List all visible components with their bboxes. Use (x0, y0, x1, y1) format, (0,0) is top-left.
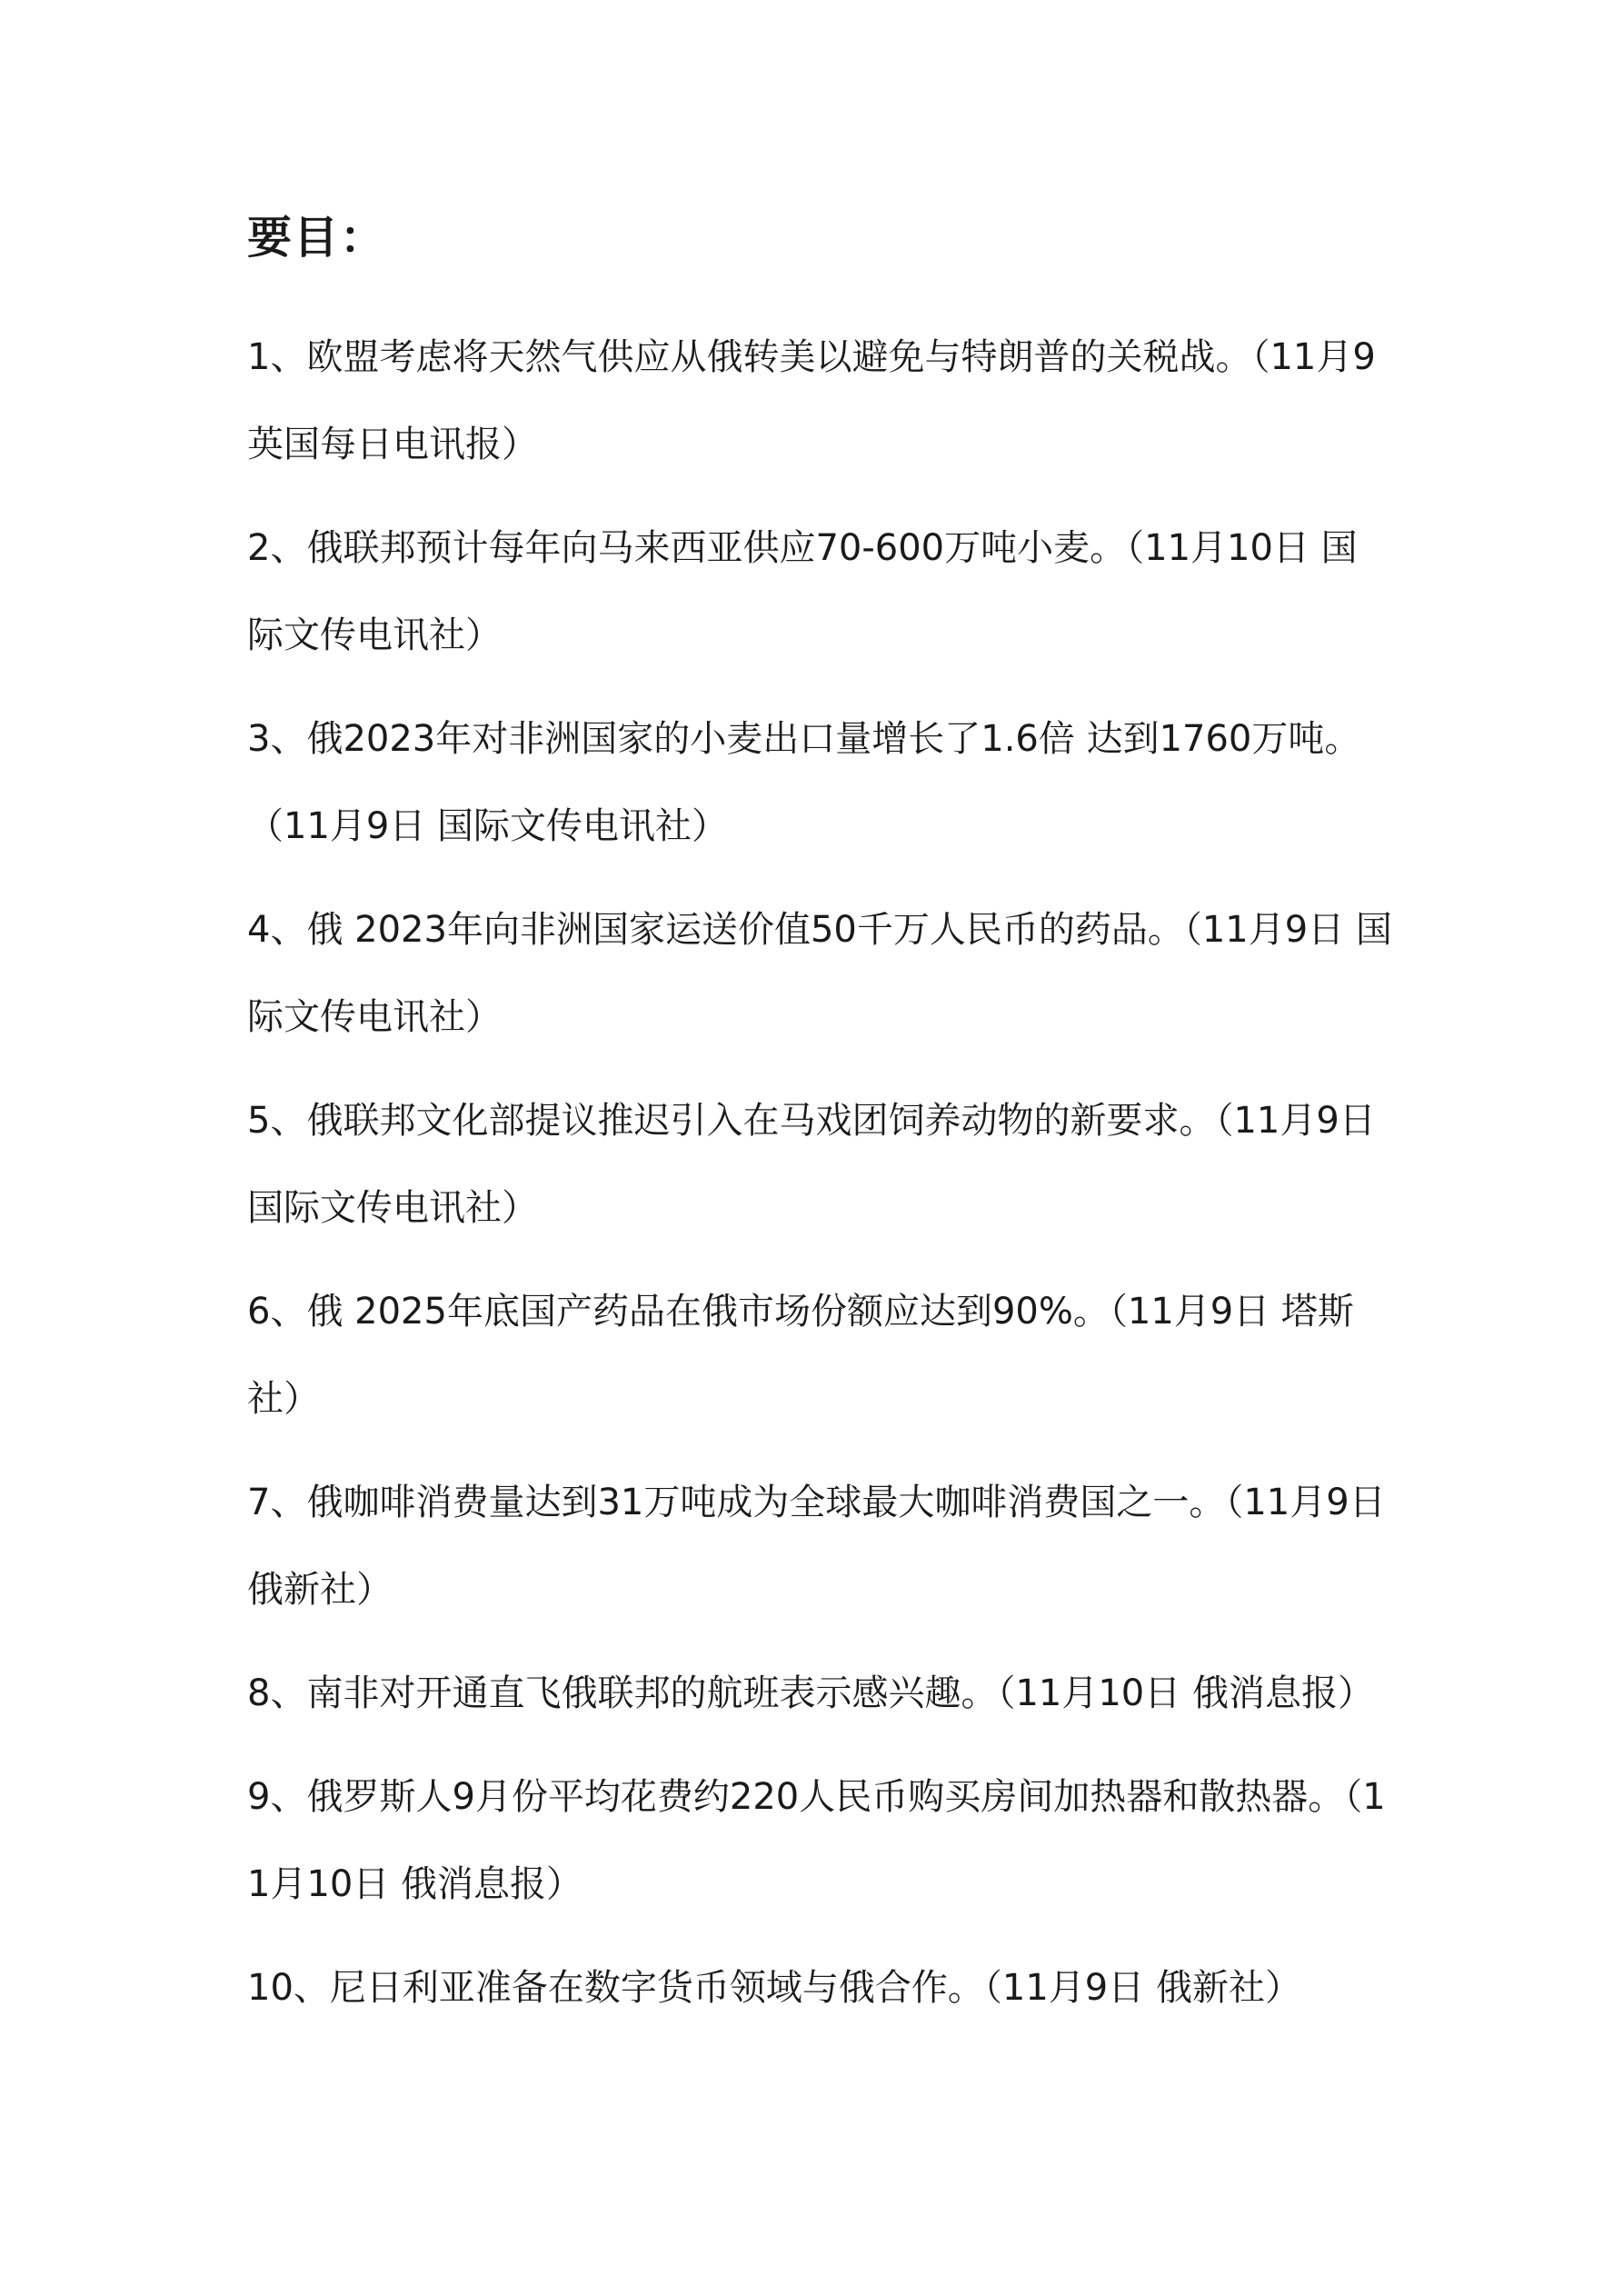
list-item: 4、俄 2023年向非洲国家运送价值50千万人民币的药品。（11月9日 国际文传电讯社） (247, 909, 1392, 1038)
list-item: 2、俄联邦预计每年向马来西亚供应70-600万吨小麦。（11月10日 国际文传电讯社） (247, 527, 1358, 656)
page-title: 要目： (247, 212, 387, 264)
list-item: 6、俄 2025年底国产药品在俄市场份额应达到90%。（11月9日 塔斯社） (247, 1291, 1354, 1420)
list-item: 9、俄罗斯人9月份平均花费约220人民币购买房间加热器和散热器。（11月10日 俄消息报） (247, 1776, 1386, 1905)
list-item: 7、俄咖啡消费量达到31万吨成为全球最大咖啡消费国之一。（11月9日 俄新社） (247, 1482, 1386, 1611)
list-item: 8、南非对开通直飞俄联邦的航班表示感兴趣。（11月10日 俄消息报） (247, 1672, 1374, 1714)
list-item: 5、俄联邦文化部提议推迟引入在马戏团饲养动物的新要求。（11月9日 国际文传电讯社） (247, 1100, 1376, 1229)
list-item: 1、欧盟考虑将天然气供应从俄转美以避免与特朗普的关税战。（11月9 英国每日电讯报） (247, 336, 1376, 465)
document-page (247, 205, 1392, 2048)
list-item: 3、俄2023年对非洲国家的小麦出口量增长了1.6倍 达到1760万吨。（11月9日 国际文传电讯社） (247, 718, 1361, 847)
list-item: 10、尼日利亚准备在数字货币领域与俄合作。（11月9日 俄新社） (247, 1967, 1301, 2009)
